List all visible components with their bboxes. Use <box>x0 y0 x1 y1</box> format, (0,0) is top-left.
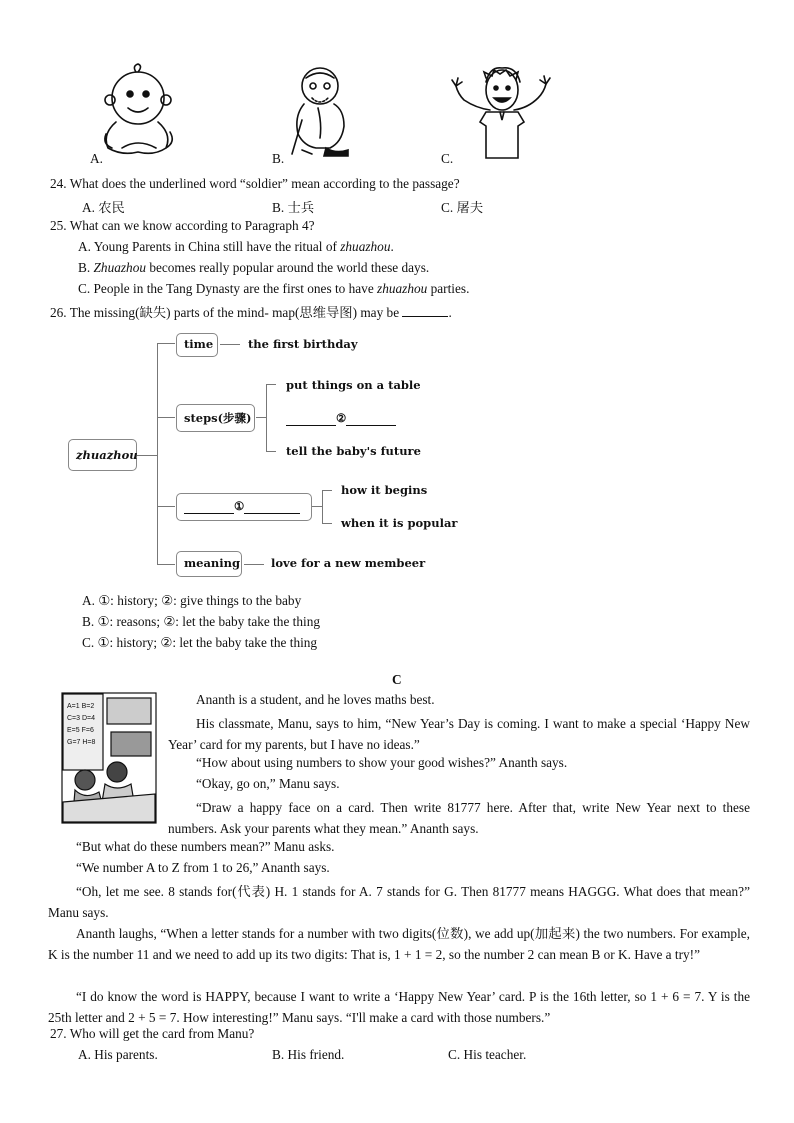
mindmap-step-2-blank: ② <box>286 411 396 426</box>
classroom-picture <box>61 692 157 824</box>
q27-option-b: B. His friend. <box>272 1047 345 1062</box>
svg-text:C=3 D=4: C=3 D=4 <box>67 715 96 722</box>
mindmap-blank1-item-2: when it is popular <box>341 516 458 530</box>
option-a-label: A. <box>90 151 103 166</box>
q24-option-b: B. 士兵 <box>272 200 315 215</box>
passage-c-p8: “Oh, let me see. 8 stands for(代表) H. 1 stands for A. 7 stands for G. Then 81777 means HAGGG. What does that mean?” Manu says. <box>48 884 750 920</box>
passage-c-p1: Ananth is a student, and he loves maths best. <box>196 692 435 707</box>
mindmap-time-label: time <box>184 337 214 351</box>
q26-answer-blank <box>402 305 448 317</box>
young-man-picture <box>450 62 554 162</box>
q26-option-a: A. ①: history; ②: give things to the baby <box>82 593 302 608</box>
passage-c-p2: His classmate, Manu, says to him, “New Year’s Day is coming. I want to make a special ‘Happy New Year’ card for my parents, but I have no ideas.” <box>168 716 750 752</box>
q24-option-c: C. 屠夫 <box>441 200 484 215</box>
passage-c-p5: “Draw a happy face on a card. Then write 81777 here. After that, write New Year next to these numbers. Ask your parents what they mean.” Ananth says. <box>168 800 750 836</box>
mindmap-center-label: zhuazhou <box>76 448 138 462</box>
option-c-label: C. <box>441 151 454 166</box>
q27-option-a: A. His parents. <box>78 1047 158 1062</box>
mindmap-time-value: the first birthday <box>248 337 358 351</box>
mindmap-step-1: put things on a table <box>286 378 421 392</box>
q25-option-c: C. People in the Tang Dynasty are the first ones to have zhuazhou parties. <box>78 281 470 296</box>
q24-option-a: A. 农民 <box>82 200 125 215</box>
mindmap-meaning-value: love for a new membeer <box>271 556 426 570</box>
q26-stem: 26. The missing(缺失) parts of the mind- map(思维导图) may be . <box>50 305 452 320</box>
passage-c-heading: C <box>392 672 402 687</box>
mindmap-meaning-label: meaning <box>184 556 241 570</box>
q27-stem: 27. Who will get the card from Manu? <box>50 1026 255 1041</box>
svg-text:G=7 H=8: G=7 H=8 <box>67 739 96 746</box>
mindmap-blank1-item-1: how it begins <box>341 483 428 497</box>
q25-option-b: B. Zhuazhou becomes really popular around the world these days. <box>78 260 430 275</box>
passage-c-p3: “How about using numbers to show your good wishes?” Ananth says. <box>196 755 568 770</box>
svg-text:E=5 F=6: E=5 F=6 <box>67 727 94 734</box>
passage-c-p6: “But what do these numbers mean?” Manu asks. <box>76 839 335 854</box>
passage-c-p7: “We number A to Z from 1 to 26,” Ananth says. <box>76 860 330 875</box>
passage-c-p9: Ananth laughs, “When a letter stands for a number with two digits(位数), we add up(加起来) the two numbers. For example, K is the number 11 and we need to add up its two digits: That is, 1 + 1 = 2, so the number 2 can mean B or K. Have a try!” <box>48 926 750 962</box>
svg-text:A=1 B=2: A=1 B=2 <box>67 703 95 710</box>
mindmap-step-3: tell the baby's future <box>286 444 421 458</box>
q25-stem: 25. What can we know according to Paragraph 4? <box>50 218 315 233</box>
q26-option-b: B. ①: reasons; ②: let the baby take the thing <box>82 614 321 629</box>
q26-option-c: C. ①: history; ②: let the baby take the thing <box>82 635 318 650</box>
old-man-picture <box>282 64 362 160</box>
passage-c-p10: “I do know the word is HAPPY, because I want to write a ‘Happy New Year’ card. P is the 16th letter, so 1 + 6 = 7. Y is the 25th letter and 2 + 5 = 7. How interesting!” Manu says. “I'll make a card with those numbers.” <box>48 989 750 1025</box>
baby-picture <box>100 62 178 160</box>
option-b-label: B. <box>272 151 285 166</box>
q27-option-c: C. His teacher. <box>448 1047 527 1062</box>
passage-c-p4: “Okay, go on,” Manu says. <box>196 776 340 791</box>
mindmap-blank1-label: ① <box>184 499 300 514</box>
q25-option-a: A. Young Parents in China still have the ritual of zhuazhou. <box>78 239 394 254</box>
q24-stem: 24. What does the underlined word “soldier” mean according to the passage? <box>50 176 460 191</box>
mindmap-steps-label: steps(步骤) <box>184 411 252 425</box>
